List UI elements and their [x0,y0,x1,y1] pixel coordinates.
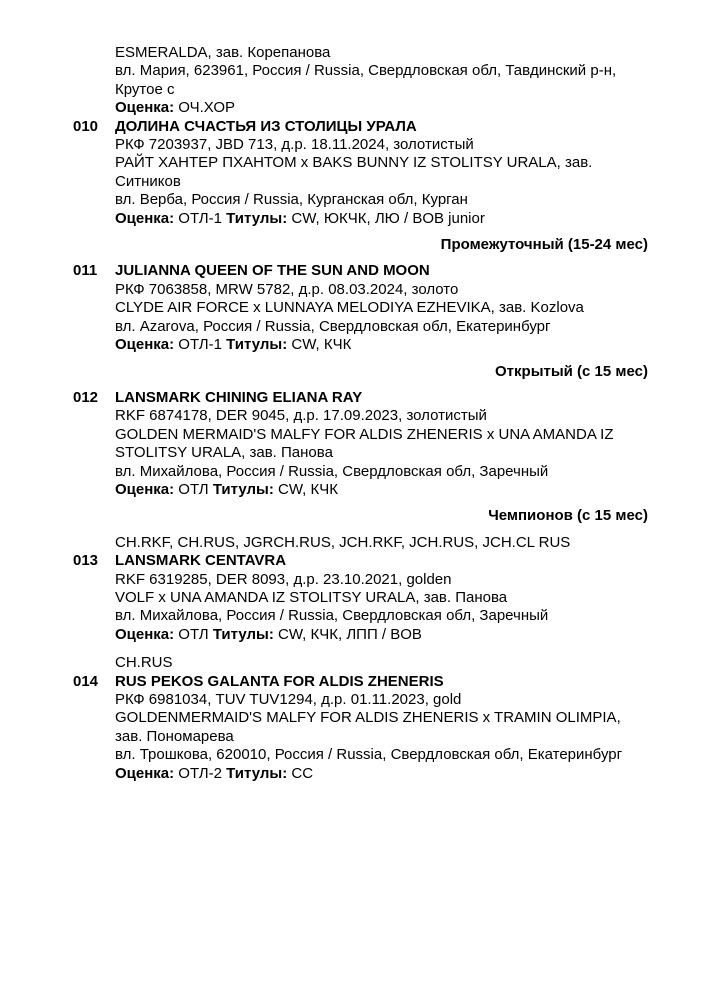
bold-label: LANSMARK CHINING ELIANA RAY [115,388,363,406]
catalog-entry [73,262,648,354]
entry-text-row [115,765,648,783]
text-segment: вл. Михайлова, Россия / Russia, Свердловская обл, Заречный [115,607,549,625]
text-segment: РАЙТ ХАНТЕР ПХАНТОМ x BAKS BUNNY IZ STOLITSY URALA, зав. [115,154,593,172]
text-segment: Крутое с [115,80,175,98]
text-segment: GOLDEN MERMAID'S MALFY FOR ALDIS ZHENERIS x UNA AMANDA IZ [115,425,614,443]
text-segment: CC [287,764,314,782]
catalog-entry [73,388,648,499]
text-segment: CW, КЧК [273,480,338,498]
text-segment: РКФ 6981034, TUV TUV1294, д.р. 01.11.2023, gold [115,691,462,708]
entry-text-row [115,691,648,709]
entry-text-row [115,154,648,172]
text-segment: CH.RUS [115,654,173,672]
bold-label: ДОЛИНА СЧАСТЬЯ ИЗ СТОЛИЦЫ УРАЛА [115,117,417,135]
catalog-entry [73,117,648,228]
text-segment: ОТЛ [174,625,213,643]
text-segment: вл. Мария, 623961, Россия / Russia, Свердловская обл, Тавдинский р-н, [115,62,617,80]
text-segment: вл. Михайлова, Россия / Russia, Свердловская обл, Заречный [115,462,549,480]
class-section-header: Открытый (с 15 мес) [495,362,648,380]
entry-text-row [115,136,648,154]
bold-label: RUS PEKOS GALANTA FOR ALDIS ZHENERIS [115,672,444,690]
entry-text-row [115,281,648,299]
entry-text-row [115,336,648,354]
catalog-content [73,44,648,783]
text-segment: VOLF x UNA AMANDA IZ STOLITSY URALA, зав. Панова [115,588,508,606]
bold-label: Титулы: [226,336,288,354]
text-segment: вл. Верба, Россия / Russia, Курганская обл, Курган [115,191,468,209]
text-segment: ОЧ.ХОР [174,99,235,117]
text-segment: ОТЛ-1 [174,336,227,354]
text-segment: зав. Пономарева [115,727,234,745]
entry-text-row [115,407,648,425]
text-segment: ESMERALDA, зав. Корепанова [115,44,331,61]
bold-label: Оценка: [115,209,175,227]
entry-text-row [115,589,648,607]
text-segment: РКФ 7063858, MRW 5782, д.р. 08.03.2024, золото [115,280,459,298]
bold-label: Титулы: [226,209,288,227]
text-segment: RKF 6874178, DER 9045, д.р. 17.09.2023, золотистый [115,407,487,425]
class-section-header: Промежуточный (15-24 мес) [440,236,648,254]
entry-text-row [115,173,648,191]
entry-text-row [115,534,648,552]
entry-text-row [115,426,648,444]
bold-label: Оценка: [115,336,175,354]
catalog-entry [115,44,648,118]
entry-number: 013 [73,552,99,570]
text-segment: CLYDE AIR FORCE x LUNNAYA MELODIYA EZHEVIKA, зав. Kozlova [115,299,584,317]
entry-number: 014 [73,672,99,690]
bold-label: Титулы: [212,480,274,498]
entry-text-row [115,746,648,764]
entry-name-row [73,552,648,570]
entry-text-row [115,299,648,317]
entry-name-row [73,262,648,280]
text-segment: вл. Azarova, Россия / Russia, Свердловская обл, Екатеринбург [115,317,551,335]
entry-text-row [115,191,648,209]
bold-label: Оценка: [115,480,175,498]
text-segment: Ситников [115,172,181,190]
text-segment: РКФ 7203937, JBD 713, д.р. 18.11.2024, золотистый [115,136,474,154]
entry-text-row [115,728,648,746]
catalog-entry [73,654,648,783]
entry-text-row [115,44,648,62]
entry-text-row [115,318,648,336]
entry-text-row [115,81,648,99]
text-segment: RKF 6319285, DER 8093, д.р. 23.10.2021, golden [115,570,452,588]
bold-label: LANSMARK CENTAVRA [115,552,287,570]
bold-label: Титулы: [226,764,288,782]
text-segment: STOLITSY URALA, зав. Панова [115,444,333,462]
bold-label: Титулы: [212,625,274,643]
bold-label: JULIANNA QUEEN OF THE SUN AND MOON [115,262,430,280]
bold-label: Оценка: [115,99,175,117]
catalog-entry [73,533,648,644]
entry-name-row [73,672,648,691]
text-segment: CH.RKF, CH.RUS, JGRCH.RUS, JCH.RKF, JCH.RUS, JCH.CL RUS [115,533,571,551]
entry-text-row [115,626,648,644]
entry-text-row [115,463,648,481]
text-segment: CW, ЮКЧК, ЛЮ / BOB junior [287,209,485,227]
text-segment: CW, КЧК [287,336,352,354]
entry-number: 012 [73,388,99,406]
entry-text-row [115,62,648,80]
text-segment: CW, КЧК, ЛПП / BOB [273,625,422,643]
text-segment: ОТЛ-1 [174,209,227,227]
entry-text-row [115,444,648,462]
bold-label: Оценка: [115,764,175,782]
text-segment: вл. Трошкова, 620010, Россия / Russia, Свердловская обл, Екатеринбург [115,746,623,764]
line-spacer [115,644,648,654]
bold-label: Оценка: [115,625,175,643]
entry-text-row [115,571,648,589]
entry-text-row [115,481,648,499]
entry-text-row [115,607,648,625]
entry-name-row [73,388,648,407]
entry-text-row [115,709,648,727]
entry-text-row [115,99,648,117]
text-segment: GOLDENMERMAID'S MALFY FOR ALDIS ZHENERIS x TRAMIN OLIMPIA, [115,709,621,727]
entry-text-row [115,210,648,228]
entry-number: 011 [73,262,98,280]
entry-text-row [115,654,648,672]
text-segment: ОТЛ-2 [174,764,227,782]
class-section-header: Чемпионов (с 15 мес) [488,507,648,525]
entry-name-row [73,117,648,136]
text-segment: ОТЛ [174,480,213,498]
entry-number: 010 [73,117,99,135]
